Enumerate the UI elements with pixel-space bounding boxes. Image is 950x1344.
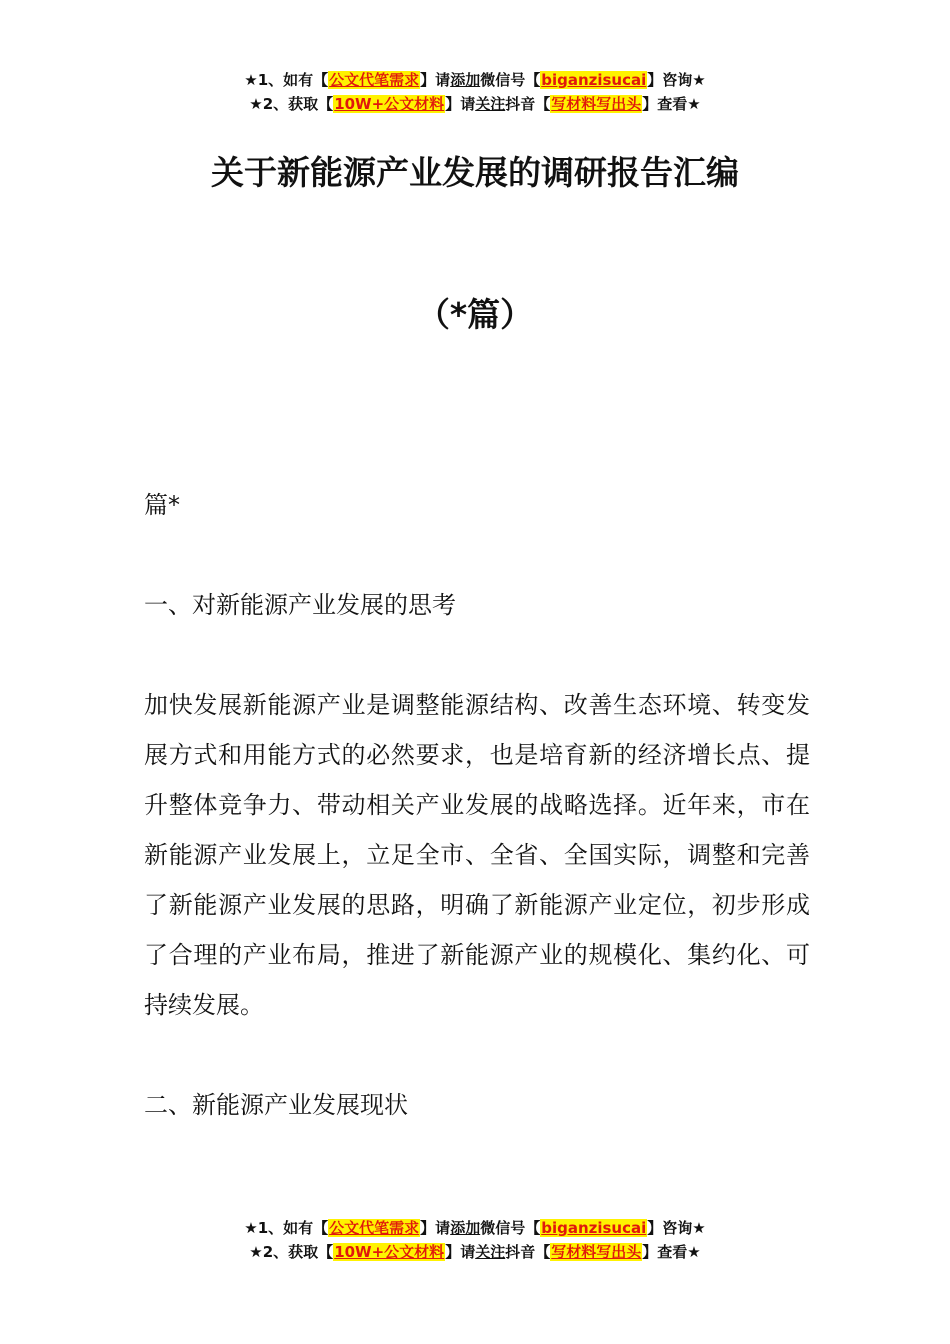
paragraph-1: 加快发展新能源产业是调整能源结构、改善生态环境、转变发展方式和用能方式的必然要求，也是培育新的经济增长点、提升整体竞争力、带动相关产业发展的战略选择。近年来，市在新能源产业发展上，立足全市、全省、全国实际，调整和完善了新能源产业发展的思路，明确了新能源产业定位，初步形成了合理的产业布局，推进了新能源产业的规模化、集约化、可持续发展。	[144, 691, 810, 1019]
highlight-materials: 10W+公文材料	[334, 95, 445, 113]
highlight-service: 公文代笔需求	[329, 1219, 420, 1237]
heading-1: 一、对新能源产业发展的思考	[144, 591, 456, 619]
highlight-wechat-id: biganzisucai	[541, 1219, 647, 1237]
highlight-douyin-id: 写材料写出头	[551, 95, 642, 113]
highlight-service: 公文代笔需求	[329, 71, 420, 89]
banner-line-2: ★2、获取【10W+公文材料】请关注抖音【写材料写出头】查看★	[249, 95, 701, 113]
banner-line-2: ★2、获取【10W+公文材料】请关注抖音【写材料写出头】查看★	[249, 1243, 701, 1261]
highlight-materials: 10W+公文材料	[334, 1243, 445, 1261]
highlight-douyin-id: 写材料写出头	[551, 1243, 642, 1261]
footer-banner	[0, 1216, 950, 1264]
banner-line-1: ★1、如有【公文代笔需求】请添加微信号【biganzisucai】咨询★	[244, 71, 706, 89]
banner-line-1: ★1、如有【公文代笔需求】请添加微信号【biganzisucai】咨询★	[244, 1219, 706, 1237]
header-banner	[0, 68, 950, 116]
highlight-wechat-id: biganzisucai	[541, 71, 647, 89]
section-label: 篇*	[144, 491, 180, 519]
heading-2: 二、新能源产业发展现状	[144, 1091, 408, 1119]
document-subtitle: （*篇）	[416, 295, 534, 334]
document-title: 关于新能源产业发展的调研报告汇编	[211, 153, 739, 192]
